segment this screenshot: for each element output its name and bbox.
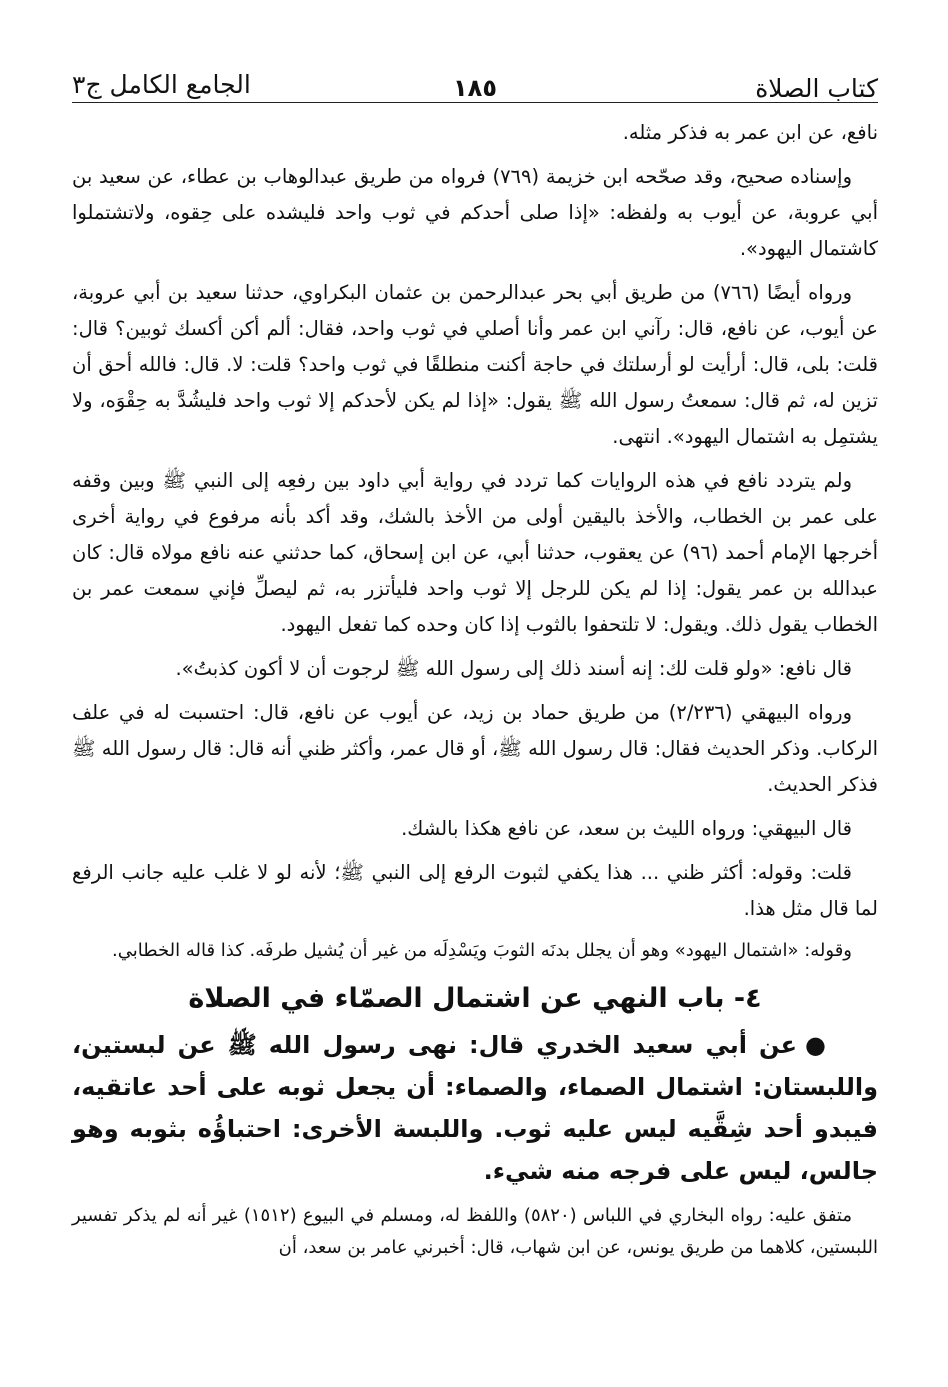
paragraph: قلت: وقوله: أكثر ظني ... هذا يكفي لثبوت الرفع إلى النبي ﷺ؛ لأنه لو لا غلب عليه جانب الرفع لما قال مثل هذا. — [72, 861, 878, 920]
hadith-text — [72, 1024, 878, 1192]
paragraph: قال البيهقي: ورواه الليث بن سعد، عن نافع هكذا بالشك. — [401, 817, 852, 840]
paragraph: ورواه البيهقي (٢/٢٣٦) من طريق حماد بن زيد، عن أيوب عن نافع، قال: احتسبت له في علف الركاب. وذكر الحديث فقال: قال رسول الله ﷺ، أو قال عمر، وأكثر ظني أنه قال: قال رسول الله ﷺ فذكر الحديث. — [72, 701, 878, 796]
paragraph: نافع، عن ابن عمر به فذكر مثله. — [622, 121, 878, 144]
page-header — [72, 52, 878, 103]
page-body — [72, 115, 878, 1264]
volume-title: الجامع الكامل ج٣ — [72, 70, 251, 99]
chapter-title: ٤- باب النهي عن اشتمال الصمّاء في الصلاة — [188, 983, 762, 1014]
hadith-body: عن أبي سعيد الخدري قال: نهى رسول الله ﷺ عن لبستين، واللبستان: اشتمال الصماء، والصماء: أن يجعل ثوبه على أحد عاتقيه، فيبدو أحد شِقَّيه ليس عليه ثوب. واللبسة الأخرى: احتباؤُه بثوبه وهو جالس، ليس على فرجه منه شيء. — [72, 1031, 878, 1185]
paragraph: قال نافع: «ولو قلت لك: إنه أسند ذلك إلى رسول الله ﷺ لرجوت أن لا أكون كذبتُ». — [175, 657, 852, 680]
paragraph: وقوله: «اشتمال اليهود» وهو أن يجلل بدنَه الثوبَ ويَسْدِلَه من غير أن يُشيل طرفَه. كذا قاله الخطابي. — [112, 940, 852, 961]
page-number: ١٨٥ — [453, 74, 497, 102]
book-title: كتاب الصلاة — [755, 74, 878, 103]
paragraph: وإسناده صحيح، وقد صحّحه ابن خزيمة (٧٦٩) فرواه من طريق عبدالوهاب بن عطاء، عن سعيد بن أبي عروبة، عن أيوب به ولفظه: «إذا صلى أحدكم في ثوب واحد فليشده على حِقوه، ولاتشتملوا كاشتمال اليهود». — [72, 165, 878, 260]
paragraph: ولم يتردد نافع في هذه الروايات كما تردد في رواية أبي داود بين رفعِه إلى النبي ﷺ وبين وقفه على عمر بن الخطاب، والأخذ باليقين أولى من الأخذ بالشك، وقد أكد بأنه مرفوع في رواية أخرى أخرجها الإمام أحمد (٩٦) عن يعقوب، حدثنا أبي، عن ابن إسحاق، كما حدثني عنه نافع مولاه قال: كان عبدالله بن عمر يقول: إذا لم يكن للرجل إلا ثوب واحد فليأتزر به، ثم ليصلِّ فإني سمعت عمر بن الخطاب يقول ذلك. ويقول: لا تلتحفوا بالثوب إذا كان وحده كما تفعل اليهود. — [72, 469, 878, 636]
bullet-icon: ● — [805, 1031, 826, 1059]
takhrij-note: متفق عليه: رواه البخاري في اللباس (٥٨٢٠) واللفظ له، ومسلم في البيوع (١٥١٢) غير أنه لم يذكر تفسير اللبستين، كلاهما من طريق يونس، عن ابن شهاب، قال: أخبرني عامر بن سعد، أن — [72, 1205, 878, 1258]
paragraph: ورواه أيضًا (٧٦٦) من طريق أبي بحر عبدالرحمن بن عثمان البكراوي، حدثنا سعيد بن أبي عروبة، عن أيوب، عن نافع، قال: رآني ابن عمر وأنا أصلي في ثوب واحد، فقال: ألم أكن أكسك ثوبين؟ قال: قلت: بلى، قال: أرأيت لو أرسلتك في حاجة أكنت منطلقًا في ثوب واحد؟ قلت: لا. قال: فالله أحق أن تزين له، ثم قال: سمعتُ رسول الله ﷺ يقول: «إذا لم يكن لأحدكم إلا ثوب واحد فليشُدَّ به حِقْوَه، ولا يشتمِل به اشتمال اليهود». انتهى. — [72, 281, 878, 448]
